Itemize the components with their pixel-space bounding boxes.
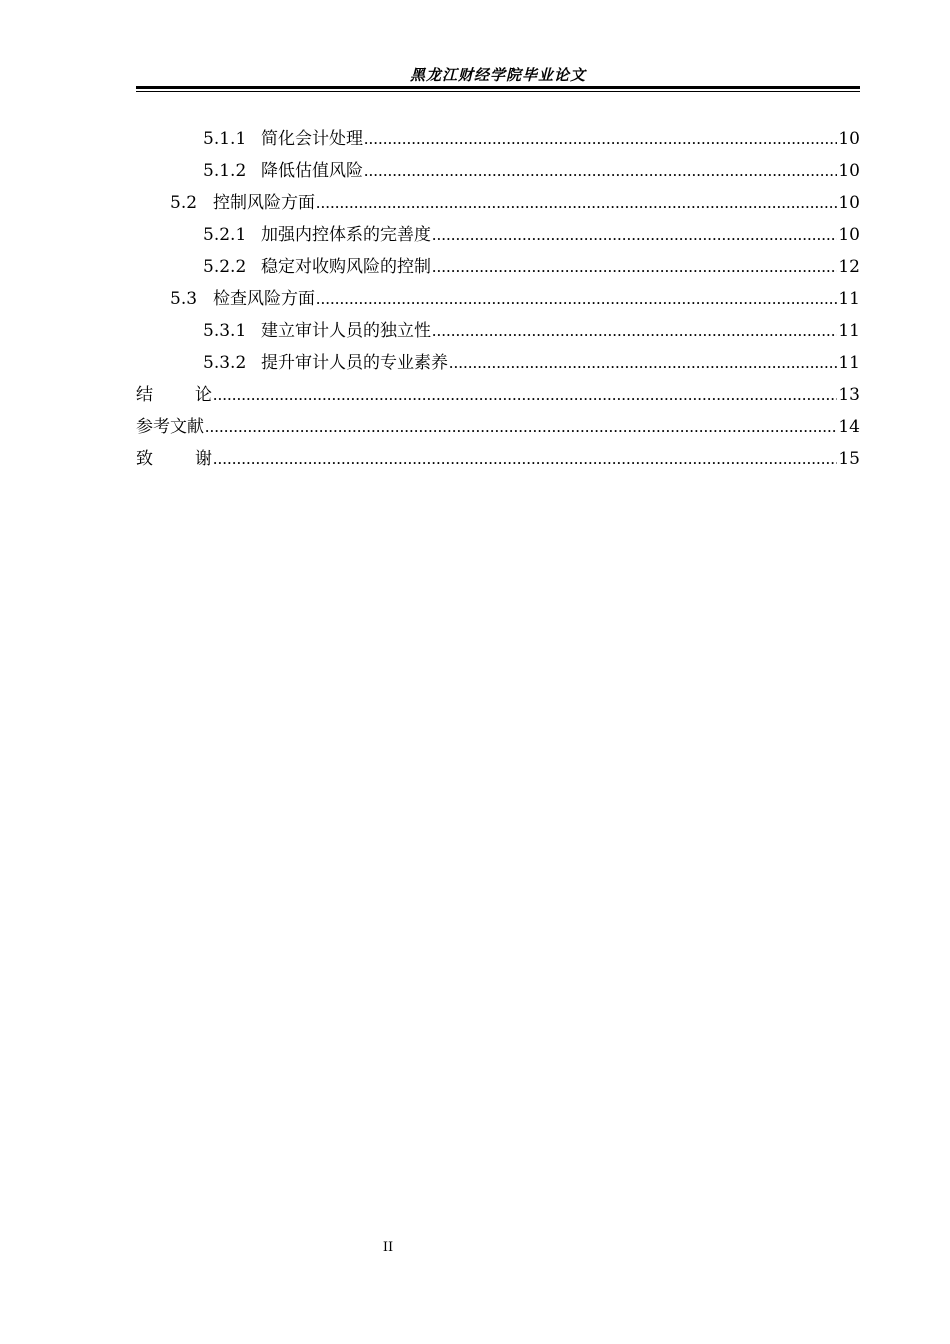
toc-entry[interactable]: [136, 149, 860, 181]
toc-entry-title: 检查风险方面: [213, 289, 315, 309]
toc-entry-number: 5.3.2: [203, 353, 247, 373]
toc-entry[interactable]: [136, 309, 860, 341]
toc-entry-title: 稳定对收购风险的控制: [261, 257, 431, 277]
toc-entry[interactable]: [136, 437, 860, 469]
toc-entry-number: 5.3.1: [203, 321, 247, 341]
toc-entry[interactable]: [136, 373, 860, 405]
toc-entry[interactable]: [136, 245, 860, 277]
toc-entry-page: 12: [838, 257, 860, 277]
toc-entry-page: 14: [838, 417, 860, 437]
toc-entry-number: 5.2.1: [203, 225, 247, 245]
toc-entry-title: 致谢: [136, 449, 254, 469]
toc-entry[interactable]: [136, 277, 860, 309]
toc-entry-page: 10: [838, 129, 860, 149]
toc-entry-page: 15: [838, 449, 860, 469]
toc-entry-page: 11: [838, 321, 860, 341]
toc-dot-leader: [213, 449, 837, 469]
toc-entry-number: 5.2.2: [203, 257, 247, 277]
toc-dot-leader: [449, 353, 837, 373]
toc-entry-title: 控制风险方面: [213, 193, 315, 213]
toc-entry[interactable]: [136, 341, 860, 373]
toc-dot-leader: [364, 161, 837, 181]
toc-dot-leader: [432, 225, 837, 245]
toc-entry-page: 10: [838, 193, 860, 213]
toc-entry-number: 5.1.2: [203, 161, 247, 181]
toc-dot-leader: [432, 321, 837, 341]
toc-entry-title: 提升审计人员的专业素养: [261, 353, 448, 373]
toc-entry-page: 11: [838, 353, 860, 373]
toc-dot-leader: [432, 257, 837, 277]
toc-entry-number: 5.3: [170, 289, 198, 309]
toc-dot-leader: [316, 289, 837, 309]
toc-dot-leader: [205, 417, 837, 437]
header-rule-thin: [136, 91, 860, 92]
toc-entry[interactable]: [136, 181, 860, 213]
toc-entry-title: 参考文献: [136, 417, 204, 437]
toc-entry-title: 建立审计人员的独立性: [261, 321, 431, 341]
table-of-contents: [136, 117, 860, 469]
page-header-title: 黑龙江财经学院毕业论文: [409, 66, 586, 84]
toc-dot-leader: [364, 129, 837, 149]
toc-entry-page: 11: [838, 289, 860, 309]
toc-entry[interactable]: [136, 213, 860, 245]
toc-entry-number: 5.1.1: [203, 129, 247, 149]
toc-entry-title: 简化会计处理: [261, 129, 363, 149]
page-number: II: [382, 1240, 394, 1255]
toc-entry-page: 10: [838, 161, 860, 181]
toc-entry-page: 10: [838, 225, 860, 245]
toc-entry[interactable]: [136, 117, 860, 149]
header-rule-thick: [136, 86, 860, 89]
toc-entry-title: 加强内控体系的完善度: [261, 225, 431, 245]
toc-entry-page: 13: [838, 385, 860, 405]
toc-entry-number: 5.2: [170, 193, 198, 213]
toc-dot-leader: [213, 385, 837, 405]
toc-entry-title: 降低估值风险: [261, 161, 363, 181]
toc-entry[interactable]: [136, 405, 860, 437]
toc-dot-leader: [316, 193, 837, 213]
toc-entry-title: 结论: [136, 385, 254, 405]
